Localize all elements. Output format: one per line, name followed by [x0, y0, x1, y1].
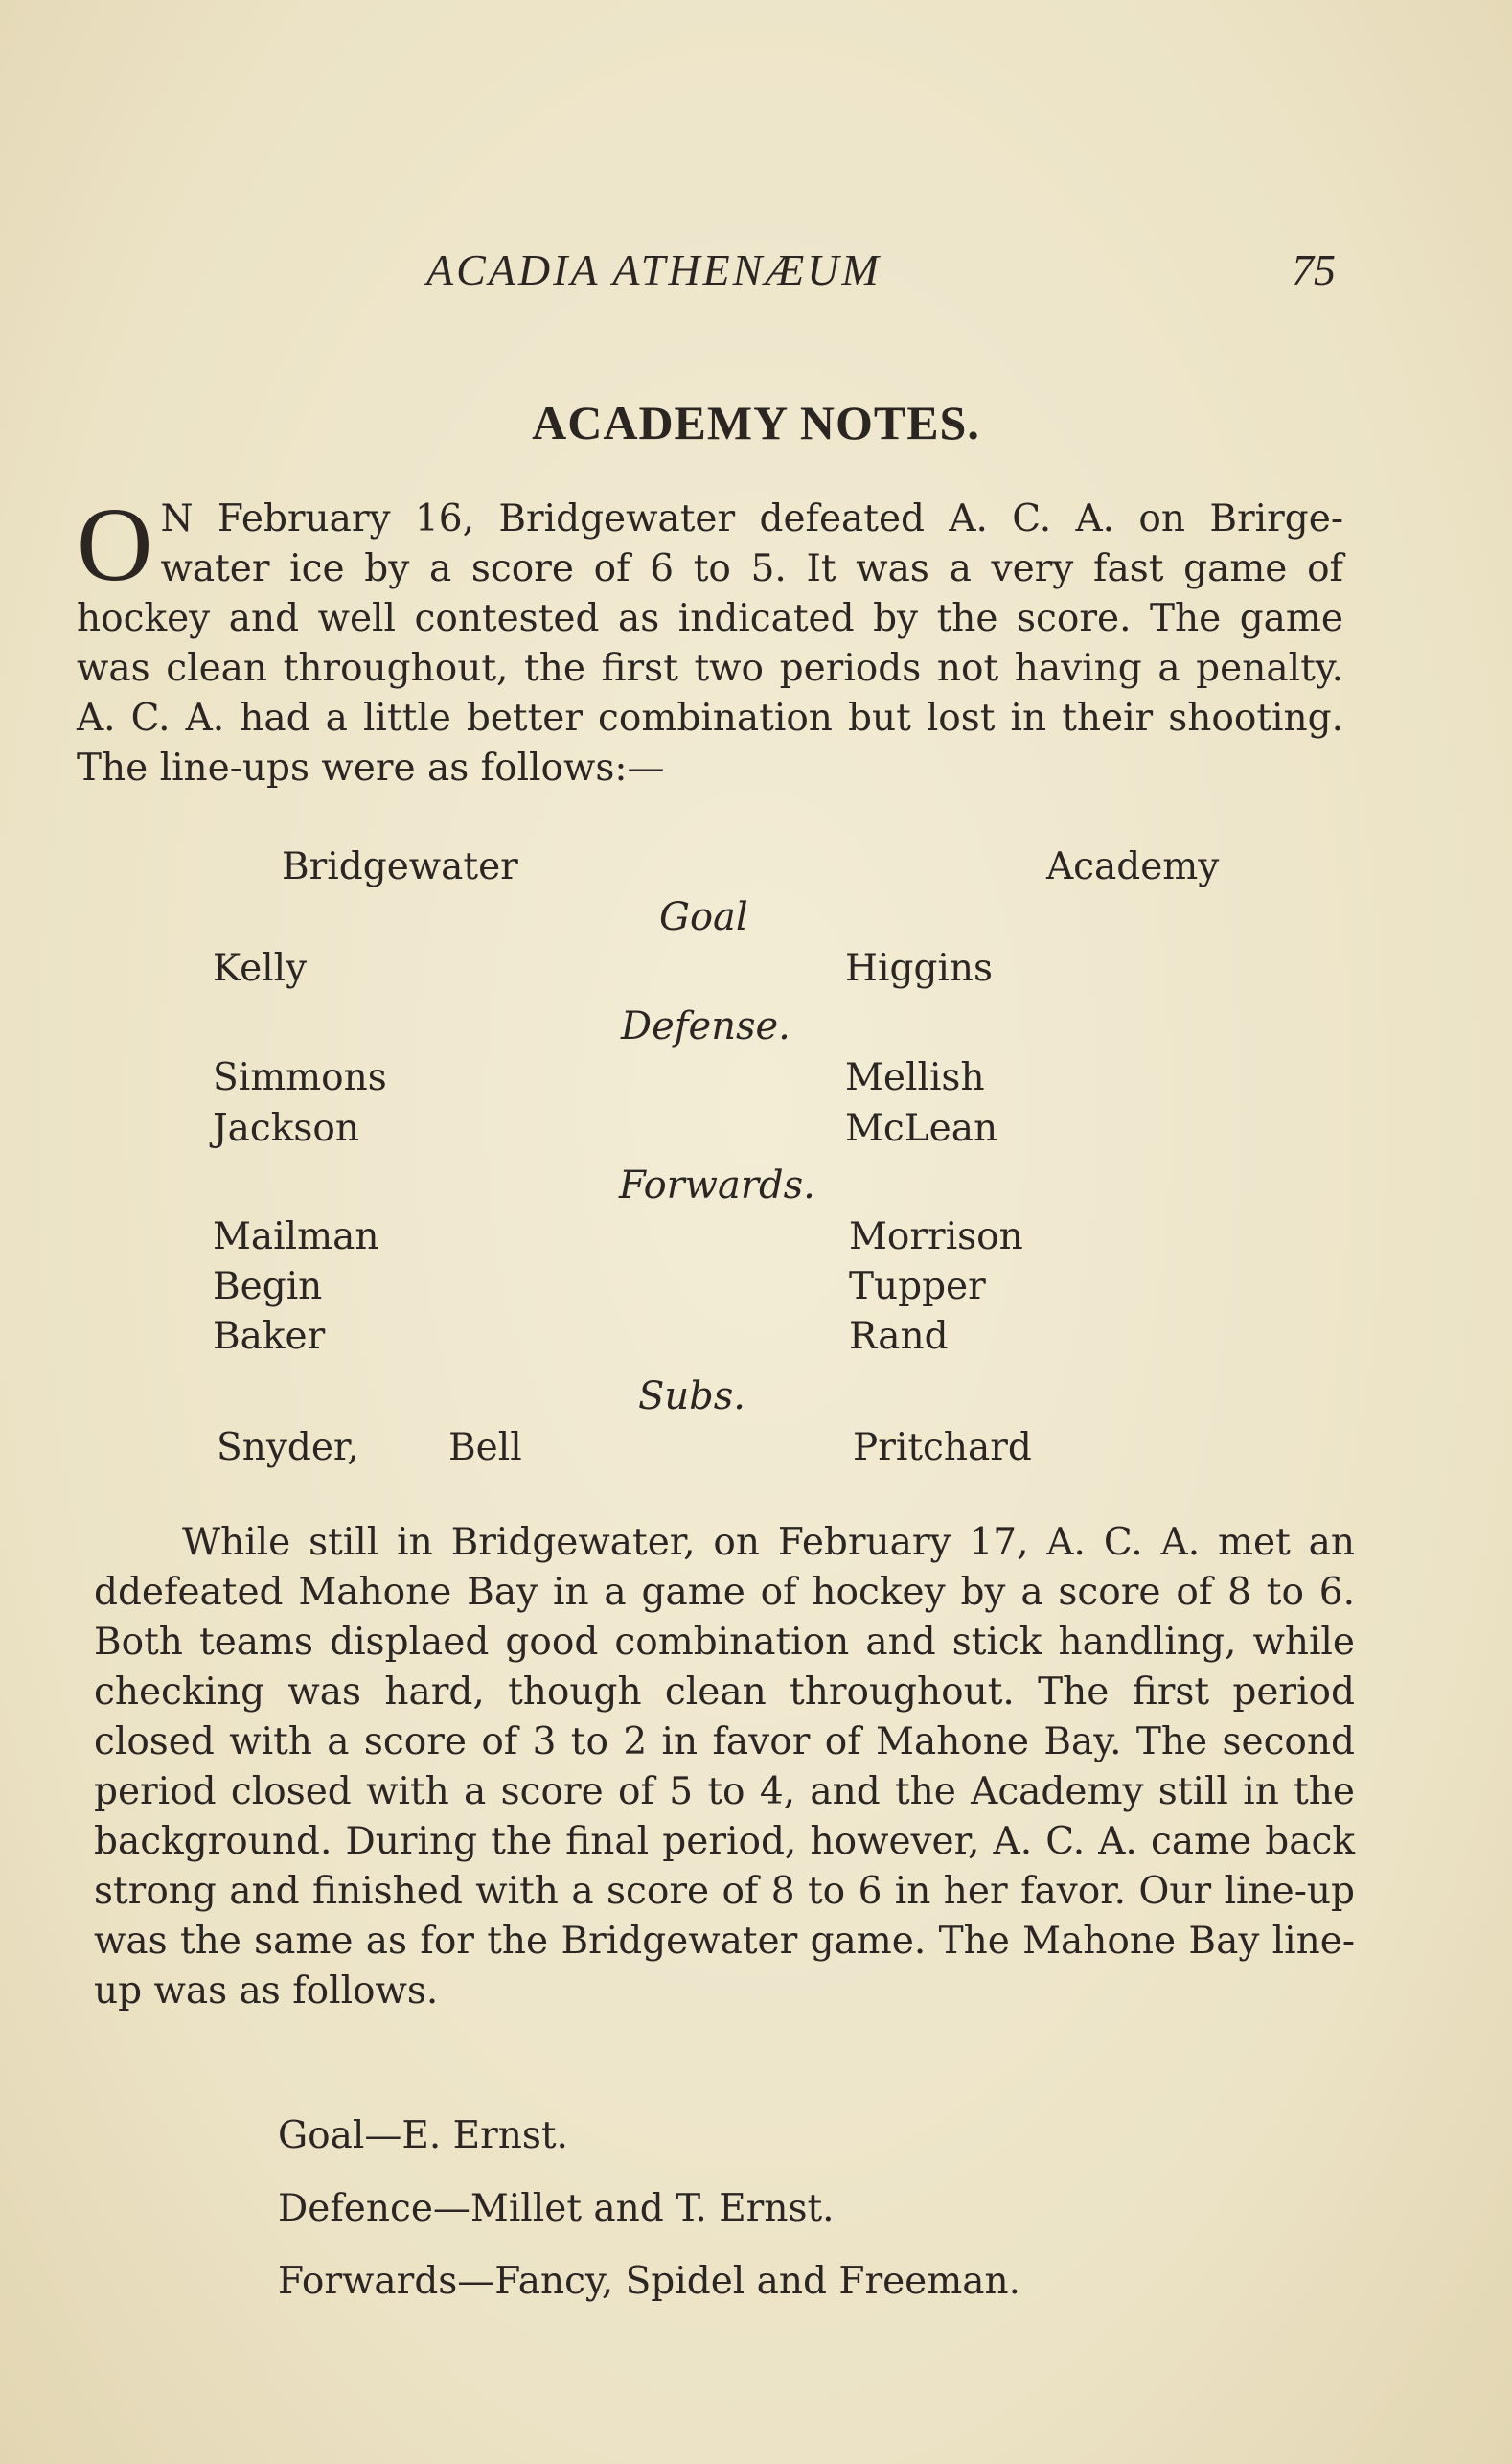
lineup-academy-player: Rand [849, 1315, 949, 1358]
lineup-bridgewater-player: Baker [213, 1315, 326, 1358]
lineup-header-bridgewater: Bridgewater [282, 845, 518, 888]
lineup-academy-player: Pritchard [853, 1426, 1032, 1469]
page-number: 75 [1292, 245, 1336, 294]
lineup-academy-player: Higgins [845, 947, 994, 990]
lineup-academy-player: Tupper [849, 1265, 986, 1308]
paragraph-mahone-bay-game: While still in Bridgewater, on February 17, A. C. A. met an ddefeated Mahone Bay in a game of hockey by a score of 8 to 6. Both teams displaed good combination and stick handling, while checking was hard, though clean throughout. The first period closed with a score of 3 to 2 in favor of Mahone Bay. The second period closed with a score of 5 to 4, and the Academy still in the background. During the final period, however, A. C. A. came back strong and finished with a score of 8 to 6 in her favor. Our line-up was the same as for the Bridgewater game. The Mahone Bay line- up was as follows. [94, 1521, 1355, 2013]
lineup-academy-player: Mellish [845, 1056, 985, 1099]
lineup-bridgewater-player: Begin [213, 1265, 323, 1308]
lineup-academy-player: McLean [845, 1107, 998, 1150]
lineup-bridgewater-player: Bell [448, 1426, 522, 1469]
lineup-section-forwards: Forwards. [619, 1163, 815, 1208]
lineup-bridgewater-player: Jackson [213, 1107, 359, 1150]
mahone-bay-lineup-defence: Defence—Millet and T. Ernst. [278, 2187, 835, 2230]
mahone-bay-lineup-forwards: Forwards—Fancy, Spidel and Freeman. [278, 2260, 1020, 2303]
lineup-header-academy: Academy [1046, 845, 1220, 888]
lineup-section-subs: Subs. [638, 1374, 746, 1418]
drop-cap: O [77, 486, 153, 603]
section-title: ACADEMY NOTES. [532, 396, 980, 449]
mahone-bay-lineup-goal: Goal—E. Ernst. [278, 2114, 568, 2157]
lineup-bridgewater-player: Simmons [213, 1056, 387, 1099]
lineup-bridgewater-player: Mailman [213, 1215, 379, 1258]
lineup-section-defense: Defense. [621, 1004, 790, 1048]
journal-title: ACADIA ATHENÆUM [426, 245, 882, 294]
lineup-bridgewater-player: Snyder, [217, 1426, 359, 1469]
paragraph-1-text: N February 16, Bridgewater defeated A. C. A. on Brirge- water ice by a score of 6 to 5. It was a very fast game of hockey and well contested as indicated by the score. The game was clean throughout, the first two periods not having a penalty. A. C. A. had a little better combination but lost in their shooting. The line-ups were as follows:— [77, 497, 1343, 790]
lineup-section-goal: Goal [659, 895, 748, 939]
lineup-bridgewater-player: Kelly [213, 947, 308, 990]
lineup-academy-player: Morrison [849, 1215, 1023, 1258]
